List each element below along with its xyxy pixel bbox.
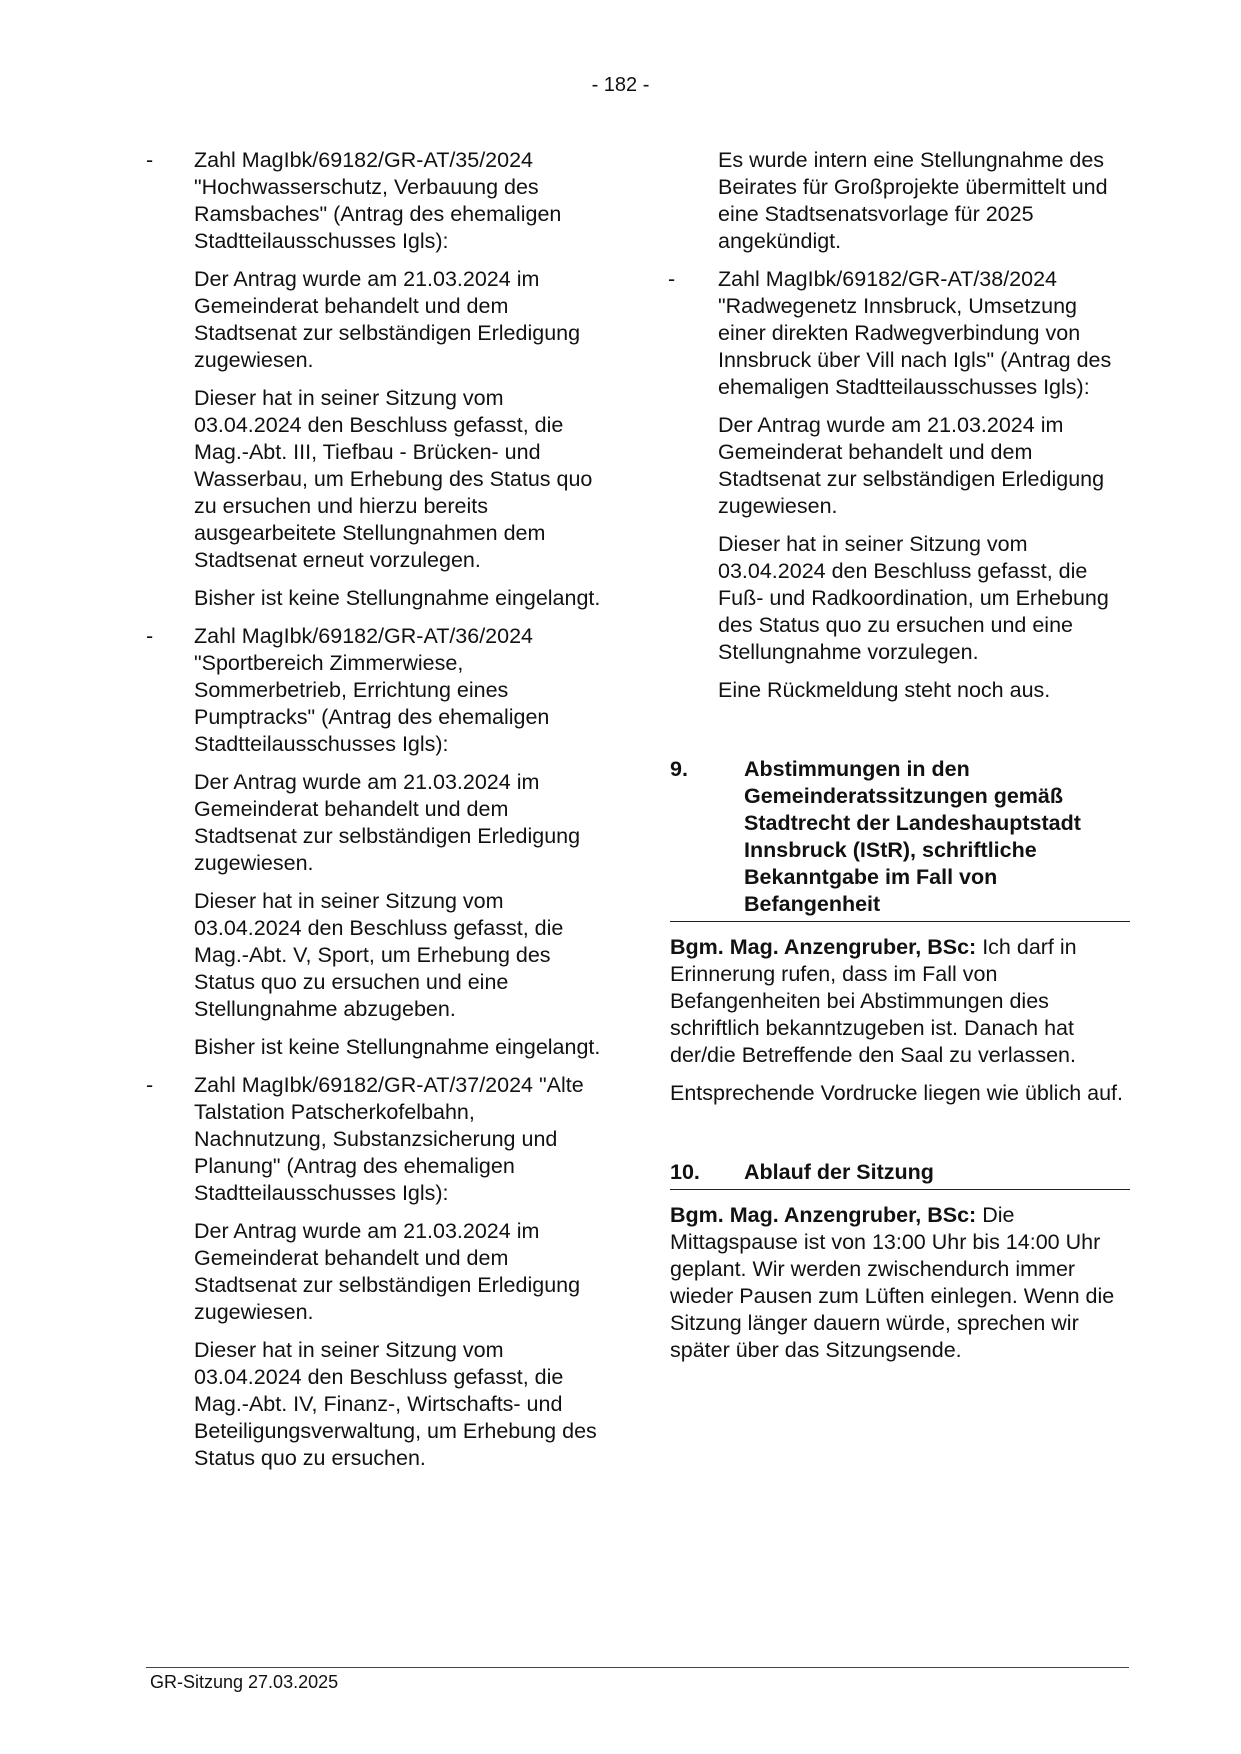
list-dash: -: [146, 624, 154, 648]
item-paragraph: Dieser hat in seiner Sitzung vom 03.04.2024 den Beschluss gefasst, die Mag.-Abt. IV, Finanz-, Wirtschafts- und Beteiligungsverwaltung, um Erhebung des Status quo zu ersuchen.: [194, 1338, 597, 1470]
list-dash: -: [668, 267, 676, 291]
speech-text: Die Mittagspause ist von 13:00 Uhr bis 14:00 Uhr geplant. Wir werden zwischendurch immer wieder Pausen zum Lüften einlegen. Wenn die Sitzung länger dauern würde, sprechen wir später über das Sitzungsende.: [670, 1203, 1115, 1362]
item-paragraph: Der Antrag wurde am 21.03.2024 im Gemeinderat behandelt und dem Stadtsenat zur selbständigen Erledigung zugewiesen.: [194, 770, 581, 875]
footer-text: GR-Sitzung 27.03.2025: [150, 1672, 339, 1692]
list-dash: -: [146, 1073, 154, 1097]
item-paragraph: Dieser hat in seiner Sitzung vom 03.04.2024 den Beschluss gefasst, die Mag.-Abt. III, Tiefbau - Brücken- und Wasserbau, um Erhebung des Status quo zu ersuchen und hierzu bereits ausgearbeitete Stellungnahmen dem Stadtsenat erneut vorzulegen.: [194, 386, 593, 572]
speech-paragraph: [670, 1202, 1130, 1364]
continuation-block: [670, 147, 1130, 255]
item-paragraph: Bisher ist keine Stellungnahme eingelangt.: [194, 586, 601, 610]
section-10-heading: [670, 1159, 1130, 1190]
list-dash: -: [146, 148, 154, 172]
item-paragraph: Eine Rückmeldung steht noch aus.: [718, 678, 1051, 702]
item-paragraph: Dieser hat in seiner Sitzung vom 03.04.2024 den Beschluss gefasst, die Fuß- und Radkoordination, um Erhebung des Status quo zu ersuchen und eine Stellungnahme vorzulegen.: [718, 532, 1109, 664]
speech-text: Ich darf in Erinnerung rufen, dass im Fall von Befangenheiten bei Abstimmungen dies schriftlich bekanntzugeben ist. Danach hat der/die Betreffende den Saal zu verlassen.: [670, 935, 1077, 1067]
section-number: 10.: [670, 1160, 700, 1184]
section-9-heading: [670, 756, 1130, 922]
list-item: [146, 623, 606, 1061]
item-heading: Zahl MagIbk/69182/GR-AT/36/2024 "Sportbereich Zimmerwiese, Sommerbetrieb, Errichtung eines Pumptracks" (Antrag des ehemaligen Stadtteilausschusses Igls):: [194, 624, 550, 756]
left-column: [146, 147, 606, 1472]
continuation-paragraph: Es wurde intern eine Stellungnahme des Beirates für Großprojekte übermittelt und eine Stadtsenatsvorlage für 2025 angekündigt.: [718, 148, 1108, 253]
item-heading: Zahl MagIbk/69182/GR-AT/35/2024 "Hochwasserschutz, Verbauung des Ramsbaches" (Antrag des ehemaligen Stadtteilausschusses Igls):: [194, 148, 562, 253]
speech-paragraph: [670, 934, 1130, 1069]
speaker-name: Bgm. Mag. Anzengruber, BSc:: [670, 935, 977, 959]
list-item: [146, 1072, 606, 1472]
item-paragraph: Bisher ist keine Stellungnahme eingelangt.: [194, 1035, 601, 1059]
list-item: [146, 147, 606, 612]
section-title: Ablauf der Sitzung: [744, 1160, 934, 1184]
item-paragraph: Der Antrag wurde am 21.03.2024 im Gemeinderat behandelt und dem Stadtsenat zur selbständigen Erledigung zugewiesen.: [718, 413, 1105, 518]
item-heading: Zahl MagIbk/69182/GR-AT/38/2024 "Radwegenetz Innsbruck, Umsetzung einer direkten Radwegverbindung von Innsbruck über Vill nach Igls" (Antrag des ehemaligen Stadtteilausschusses Igls):: [718, 267, 1112, 399]
right-column: [670, 147, 1130, 1364]
item-paragraph: Dieser hat in seiner Sitzung vom 03.04.2024 den Beschluss gefasst, die Mag.-Abt. V, Sport, um Erhebung des Status quo zu ersuchen und eine Stellungnahme abzugeben.: [194, 889, 564, 1021]
page-number: - 182 -: [591, 74, 650, 96]
item-paragraph: Der Antrag wurde am 21.03.2024 im Gemeinderat behandelt und dem Stadtsenat zur selbständigen Erledigung zugewiesen.: [194, 267, 581, 372]
section-number: 9.: [670, 757, 688, 781]
list-item: [670, 266, 1130, 704]
section-title: Abstimmungen in den Gemeinderatssitzungen gemäß Stadtrecht der Landeshauptstadt Innsbruck (IStR), schriftliche Bekanntgabe im Fall von Befangenheit: [744, 757, 1081, 916]
item-heading: Zahl MagIbk/69182/GR-AT/37/2024 "Alte Talstation Patscherkofelbahn, Nachnutzung, Substanzsicherung und Planung" (Antrag des ehemaligen Stadtteilausschusses Igls):: [194, 1073, 584, 1205]
speaker-name: Bgm. Mag. Anzengruber, BSc:: [670, 1203, 977, 1227]
footer-divider: [146, 1667, 1129, 1668]
note-paragraph: Entsprechende Vordrucke liegen wie üblich auf.: [670, 1081, 1123, 1105]
item-paragraph: Der Antrag wurde am 21.03.2024 im Gemeinderat behandelt und dem Stadtsenat zur selbständigen Erledigung zugewiesen.: [194, 1219, 581, 1324]
